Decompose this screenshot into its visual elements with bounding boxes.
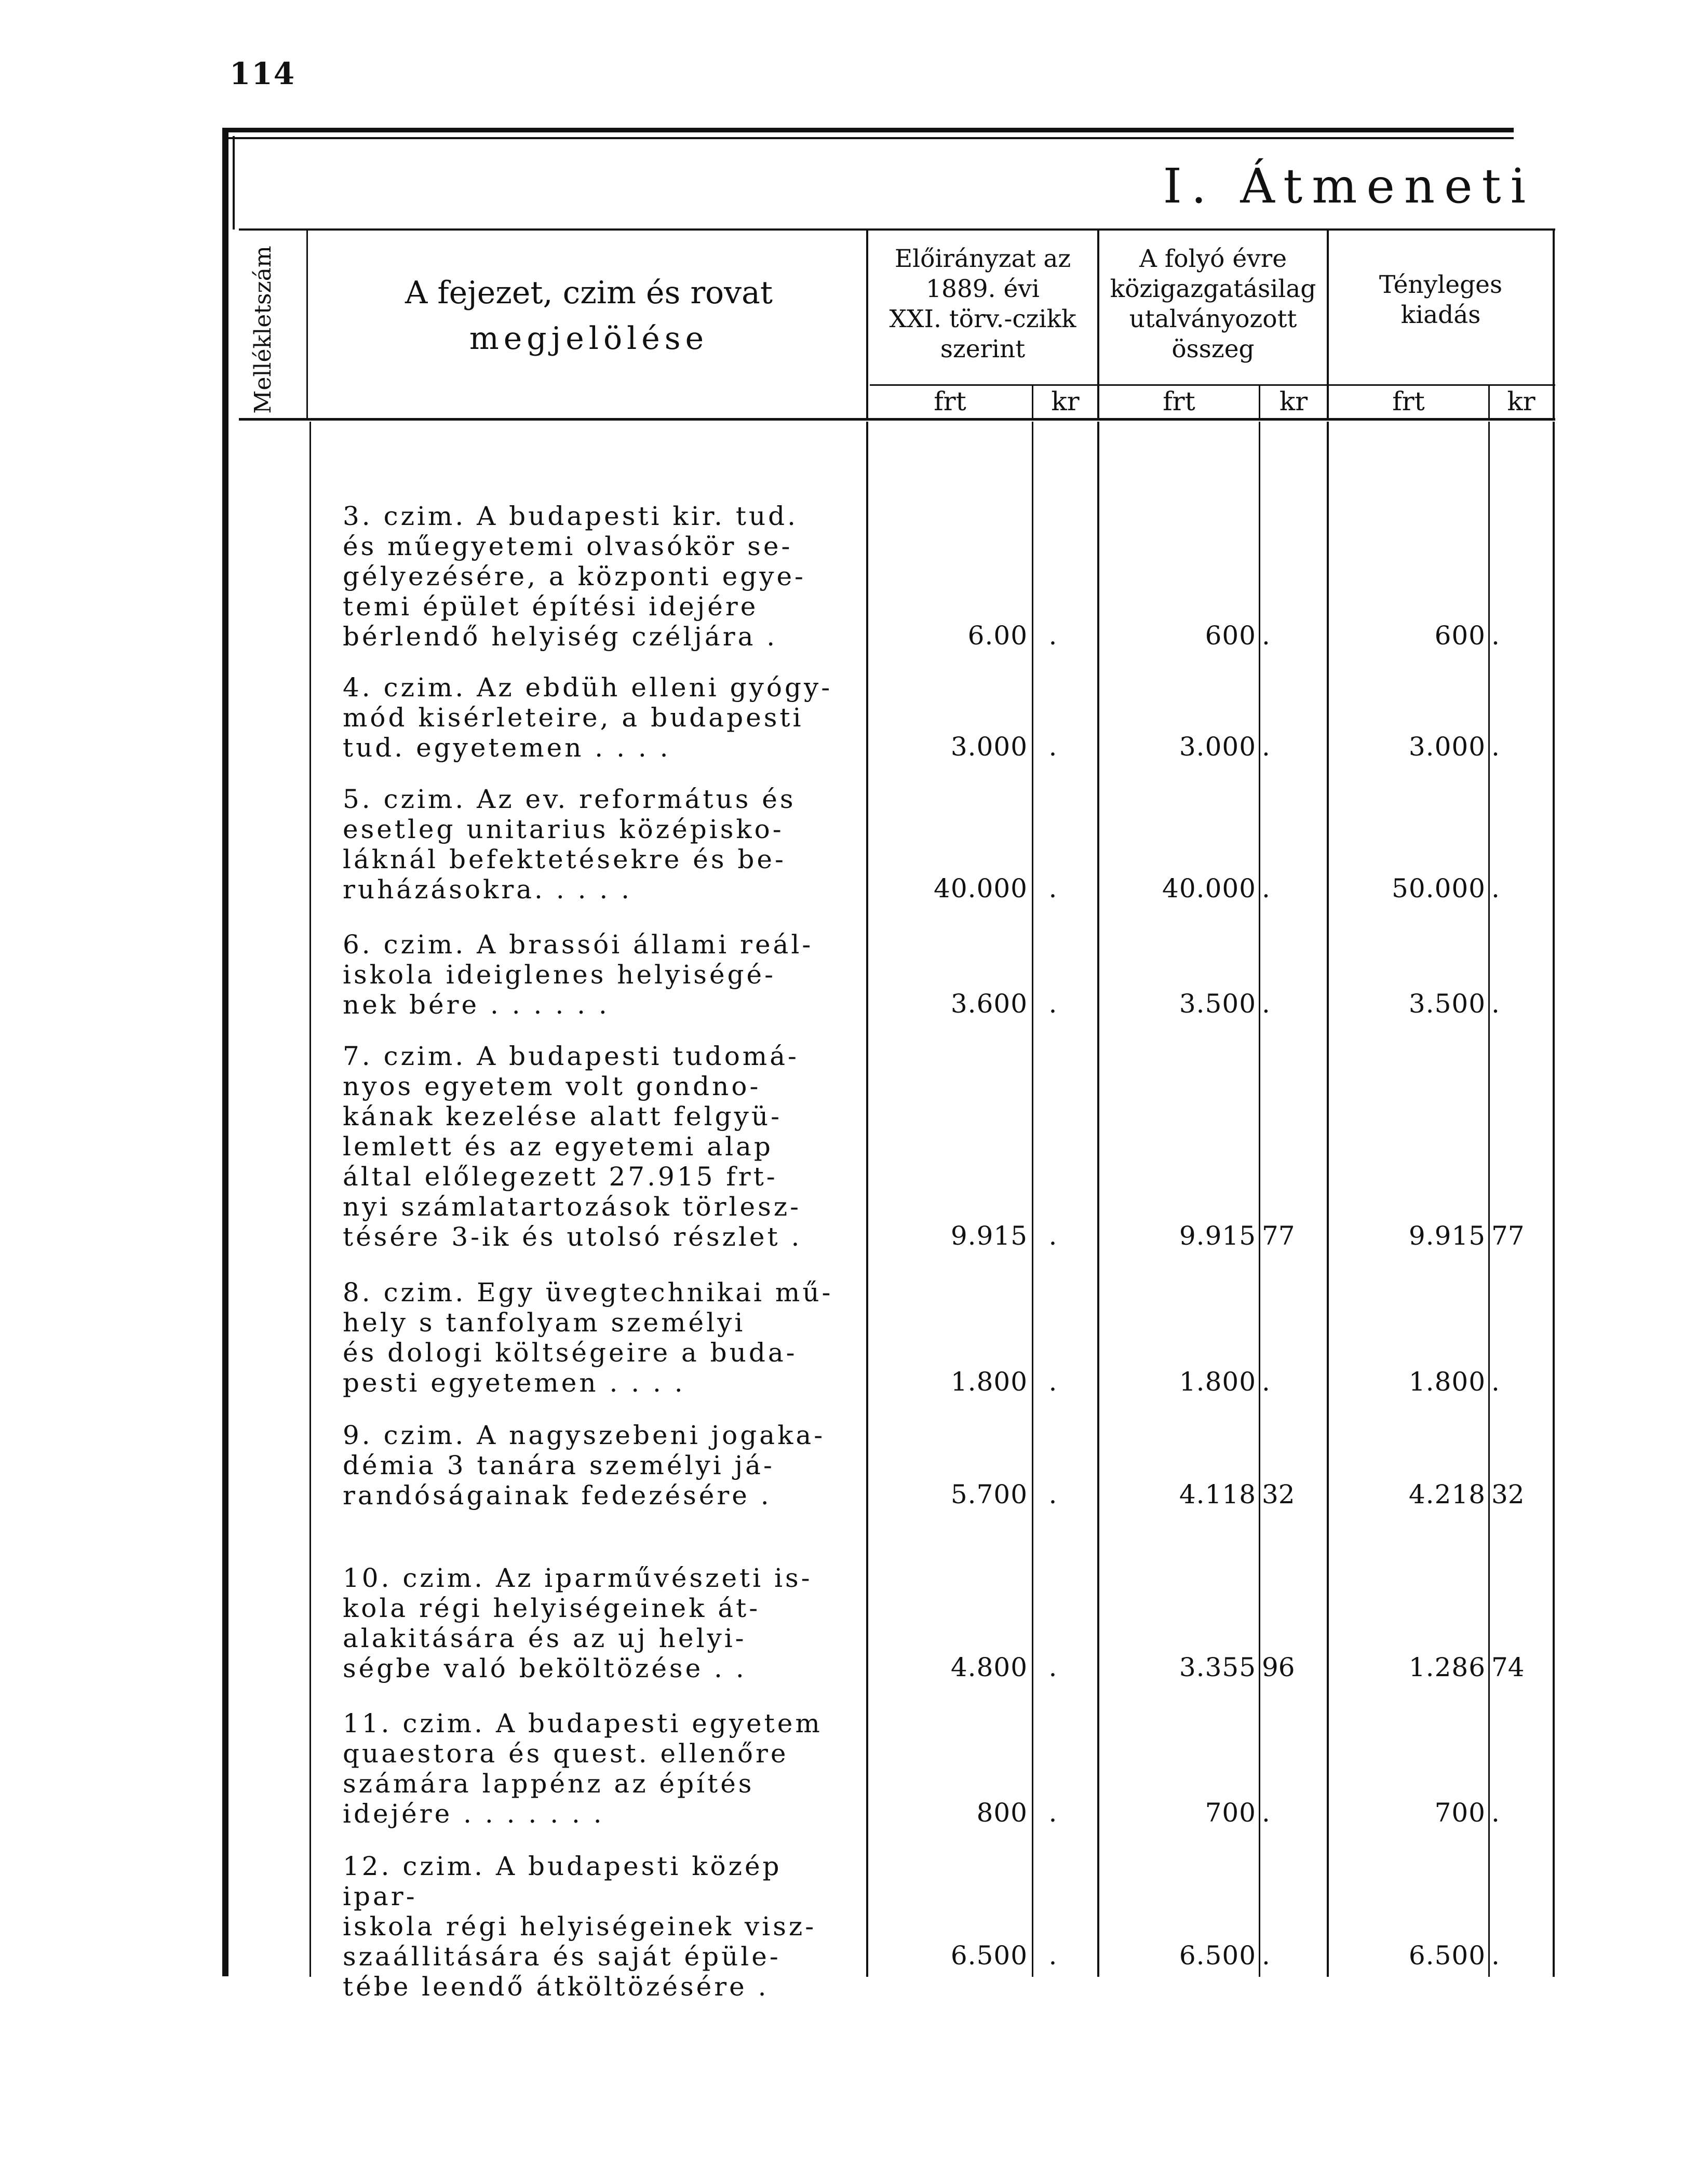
body-col-rule — [866, 422, 868, 1977]
row-description-line: tébe leendő átköltözésére . — [343, 1972, 769, 2002]
row-actual-frt: 3.500 — [1408, 989, 1486, 1019]
row-description-line: bérlendő helyiség czéljára . — [343, 622, 778, 652]
row-budget-frt: 6.00 — [967, 621, 1028, 651]
header-budget-line: 1889. évi — [926, 275, 1040, 303]
row-assigned-kr: 32 — [1262, 1479, 1295, 1509]
row-actual-kr: 32 — [1491, 1479, 1525, 1509]
table-top-rule — [239, 228, 1555, 231]
row-actual-kr: . — [1491, 1940, 1500, 1971]
row-actual-kr: . — [1491, 989, 1500, 1019]
row-description — [343, 1563, 854, 1683]
row-assigned-kr: . — [1262, 732, 1270, 762]
frame-top-rule — [223, 128, 1514, 132]
header-assigned-line: utalványozott — [1129, 305, 1297, 333]
row-description-line: alakitására és az uj helyi- — [343, 1623, 747, 1653]
body-col-rule — [1327, 422, 1329, 1977]
row-description-line: tud. egyetemen . . . . — [343, 733, 671, 763]
row-description-line: ruházásokra. . . . . — [343, 874, 632, 905]
row-description-line: nyos egyetem volt gondno- — [343, 1071, 761, 1101]
row-description-line: tésére 3-ik és utolsó részlet . — [343, 1222, 802, 1252]
header-unit-rule — [870, 384, 1555, 386]
header-description-line1: A fejezet, czim és rovat — [405, 275, 773, 311]
row-assigned-kr: 96 — [1262, 1652, 1295, 1682]
row-description — [343, 1420, 854, 1511]
row-description-line: ségbe való beköltözése . . — [343, 1653, 747, 1683]
header-assigned — [1099, 244, 1327, 365]
row-description — [343, 1277, 854, 1398]
row-description-line: által előlegezett 27.915 frt- — [343, 1162, 778, 1192]
body-col-rule — [309, 422, 311, 1977]
unit-kr: kr — [1507, 386, 1536, 416]
unit-frt: frt — [1392, 386, 1425, 416]
row-description-line: 3. czim. A budapesti kir. tud. — [343, 501, 799, 531]
row-assigned-kr: 77 — [1262, 1221, 1295, 1251]
row-description-line: idejére . . . . . . . — [343, 1799, 604, 1829]
header-col-rule — [1553, 230, 1555, 419]
row-description-line: kola régi helyiségeinek át- — [343, 1593, 761, 1623]
header-budget-line: szerint — [940, 335, 1026, 363]
row-assigned-frt: 3.355 — [1179, 1652, 1256, 1682]
row-actual-kr: . — [1491, 873, 1500, 904]
row-budget-frt: 3.600 — [950, 989, 1028, 1019]
row-assigned-kr: . — [1262, 621, 1270, 651]
page-number: 114 — [230, 56, 296, 91]
row-actual-kr: . — [1491, 621, 1500, 651]
row-budget-frt: 800 — [976, 1798, 1028, 1828]
row-budget-kr: . — [1048, 873, 1057, 904]
row-assigned-frt: 3.500 — [1179, 989, 1256, 1019]
row-description-line: láknál befektetésekre és be- — [343, 844, 786, 874]
row-budget-kr: . — [1048, 732, 1057, 762]
row-description-line: nyi számlatartozások törlesz- — [343, 1192, 802, 1222]
row-budget-kr: . — [1048, 1221, 1057, 1251]
row-actual-frt: 4.218 — [1408, 1479, 1486, 1509]
row-budget-kr: . — [1048, 1367, 1057, 1397]
row-actual-frt: 50.000 — [1392, 873, 1486, 904]
row-actual-kr: . — [1491, 1798, 1500, 1828]
row-assigned-kr: . — [1262, 1798, 1270, 1828]
row-budget-kr: . — [1048, 1798, 1057, 1828]
header-assigned-line: összeg — [1171, 335, 1255, 363]
row-budget-kr: . — [1048, 1479, 1057, 1509]
body-col-rule — [1032, 422, 1033, 1977]
row-budget-frt: 3.000 — [950, 732, 1028, 762]
row-description-line: és műegyetemi olvasókör se- — [343, 531, 793, 561]
row-description-line: iskola régi helyiségeinek visz- — [343, 1911, 817, 1942]
row-actual-frt: 9.915 — [1408, 1221, 1486, 1251]
row-actual-kr: . — [1491, 1367, 1500, 1397]
row-actual-frt: 6.500 — [1408, 1940, 1486, 1971]
header-assigned-line: közigazgatásilag — [1110, 275, 1316, 303]
row-description-line: 4. czim. Az ebdüh elleni gyógy- — [343, 672, 833, 703]
body-col-rule — [1553, 422, 1555, 1977]
row-assigned-frt: 40.000 — [1162, 873, 1256, 904]
row-actual-frt: 700 — [1434, 1798, 1486, 1828]
row-budget-frt: 1.800 — [950, 1367, 1028, 1397]
row-actual-frt: 1.800 — [1408, 1367, 1486, 1397]
row-description — [343, 929, 854, 1020]
header-actual-line: kiadás — [1400, 301, 1481, 329]
row-assigned-frt: 3.000 — [1179, 732, 1256, 762]
row-description-line: hely s tanfolyam személyi — [343, 1307, 746, 1338]
unit-frt: frt — [934, 386, 966, 416]
row-description-line: esetleg unitarius középisko- — [343, 814, 784, 844]
row-description — [343, 1708, 854, 1829]
header-description-line2: megjelölése — [469, 320, 709, 357]
unit-kr: kr — [1279, 386, 1308, 416]
row-actual-kr: 74 — [1491, 1652, 1525, 1682]
section-title: I. Átmeneti — [1163, 158, 1535, 214]
row-actual-kr: . — [1491, 732, 1500, 762]
header-actual-line: Tényleges — [1379, 271, 1503, 299]
header-budget-line: XXI. törv.-czikk — [889, 305, 1076, 333]
header-description — [312, 270, 866, 361]
row-assigned-kr: . — [1262, 989, 1270, 1019]
row-description-line: 10. czim. Az iparművészeti is- — [343, 1563, 813, 1593]
row-budget-kr: . — [1048, 1940, 1057, 1971]
row-assigned-kr: . — [1262, 873, 1270, 904]
body-col-rule — [1488, 422, 1490, 1977]
row-description-line: kának kezelése alatt felgyü- — [343, 1101, 782, 1131]
row-actual-frt: 3.000 — [1408, 732, 1486, 762]
frame-left-rule-inner — [233, 136, 235, 230]
row-budget-kr: . — [1048, 1652, 1057, 1682]
row-budget-frt: 6.500 — [950, 1940, 1028, 1971]
row-actual-kr: 77 — [1491, 1221, 1525, 1251]
header-bottom-rule — [239, 418, 1555, 421]
row-description-line: és dologi költségeire a buda- — [343, 1338, 798, 1368]
header-budget — [868, 244, 1097, 365]
row-description-line: quaestora és quest. ellenőre — [343, 1738, 789, 1769]
row-assigned-kr: . — [1262, 1367, 1270, 1397]
frame-top-rule-thin — [223, 137, 1514, 139]
row-assigned-frt: 700 — [1205, 1798, 1256, 1828]
row-budget-kr: . — [1048, 989, 1057, 1019]
header-assigned-line: A folyó évre — [1139, 245, 1287, 273]
row-description-line: randóságainak fedezésére . — [343, 1480, 772, 1511]
row-assigned-frt: 9.915 — [1179, 1221, 1256, 1251]
row-description-line: 9. czim. A nagyszebeni jogaka- — [343, 1420, 826, 1450]
header-budget-line: Előirányzat az — [894, 245, 1071, 273]
row-description-line: szaállitására és saját épüle- — [343, 1942, 781, 1972]
unit-frt: frt — [1163, 386, 1195, 416]
row-actual-frt: 600 — [1434, 621, 1486, 651]
row-description-line: iskola ideiglenes helyiségé- — [343, 960, 776, 990]
row-description-line: lemlett és az egyetemi alap — [343, 1131, 773, 1162]
header-actual — [1329, 270, 1553, 330]
row-budget-frt: 40.000 — [934, 873, 1028, 904]
frame-left-rule — [222, 128, 228, 1976]
row-description-line: 6. czim. A brassói állami reál- — [343, 929, 814, 960]
body-col-rule — [1259, 422, 1260, 1977]
row-description-line: temi épület építési idejére — [343, 591, 759, 622]
row-description-line: pesti egyetemen . . . . — [343, 1368, 685, 1398]
row-assigned-frt: 600 — [1205, 621, 1256, 651]
row-description-line: 7. czim. A budapesti tudomá- — [343, 1041, 799, 1071]
row-description-line: 12. czim. A budapesti közép ipar- — [343, 1851, 782, 1911]
row-assigned-kr: . — [1262, 1940, 1270, 1971]
row-description-line: 11. czim. A budapesti egyetem — [343, 1708, 823, 1738]
row-budget-frt: 5.700 — [950, 1479, 1028, 1509]
body-col-rule — [1097, 422, 1099, 1977]
row-description-line: 5. czim. Az ev. református és — [343, 784, 796, 814]
row-description — [343, 672, 854, 763]
row-budget-kr: . — [1048, 621, 1057, 651]
row-budget-frt: 4.800 — [950, 1652, 1028, 1682]
header-index-label: Mellékletszám — [250, 246, 276, 414]
row-description-line: démia 3 tanára személyi já- — [343, 1450, 775, 1480]
row-budget-frt: 9.915 — [950, 1221, 1028, 1251]
row-description — [343, 1041, 854, 1252]
row-assigned-frt: 6.500 — [1179, 1940, 1256, 1971]
unit-kr: kr — [1051, 386, 1080, 416]
row-description — [343, 1851, 854, 2002]
row-actual-frt: 1.286 — [1408, 1652, 1486, 1682]
row-description-line: mód kisérleteire, a budapesti — [343, 703, 804, 733]
row-description-line: számára lappénz az építés — [343, 1769, 755, 1799]
row-description-line: 8. czim. Egy üvegtechnikai mű- — [343, 1277, 833, 1307]
row-description-line: nek bére . . . . . . — [343, 990, 610, 1020]
row-description — [343, 501, 854, 652]
header-col-rule — [306, 230, 308, 419]
row-assigned-frt: 1.800 — [1179, 1367, 1256, 1397]
row-assigned-frt: 4.118 — [1179, 1479, 1256, 1509]
row-description-line: gélyezésére, a központi egye- — [343, 561, 806, 591]
row-description — [343, 784, 854, 905]
